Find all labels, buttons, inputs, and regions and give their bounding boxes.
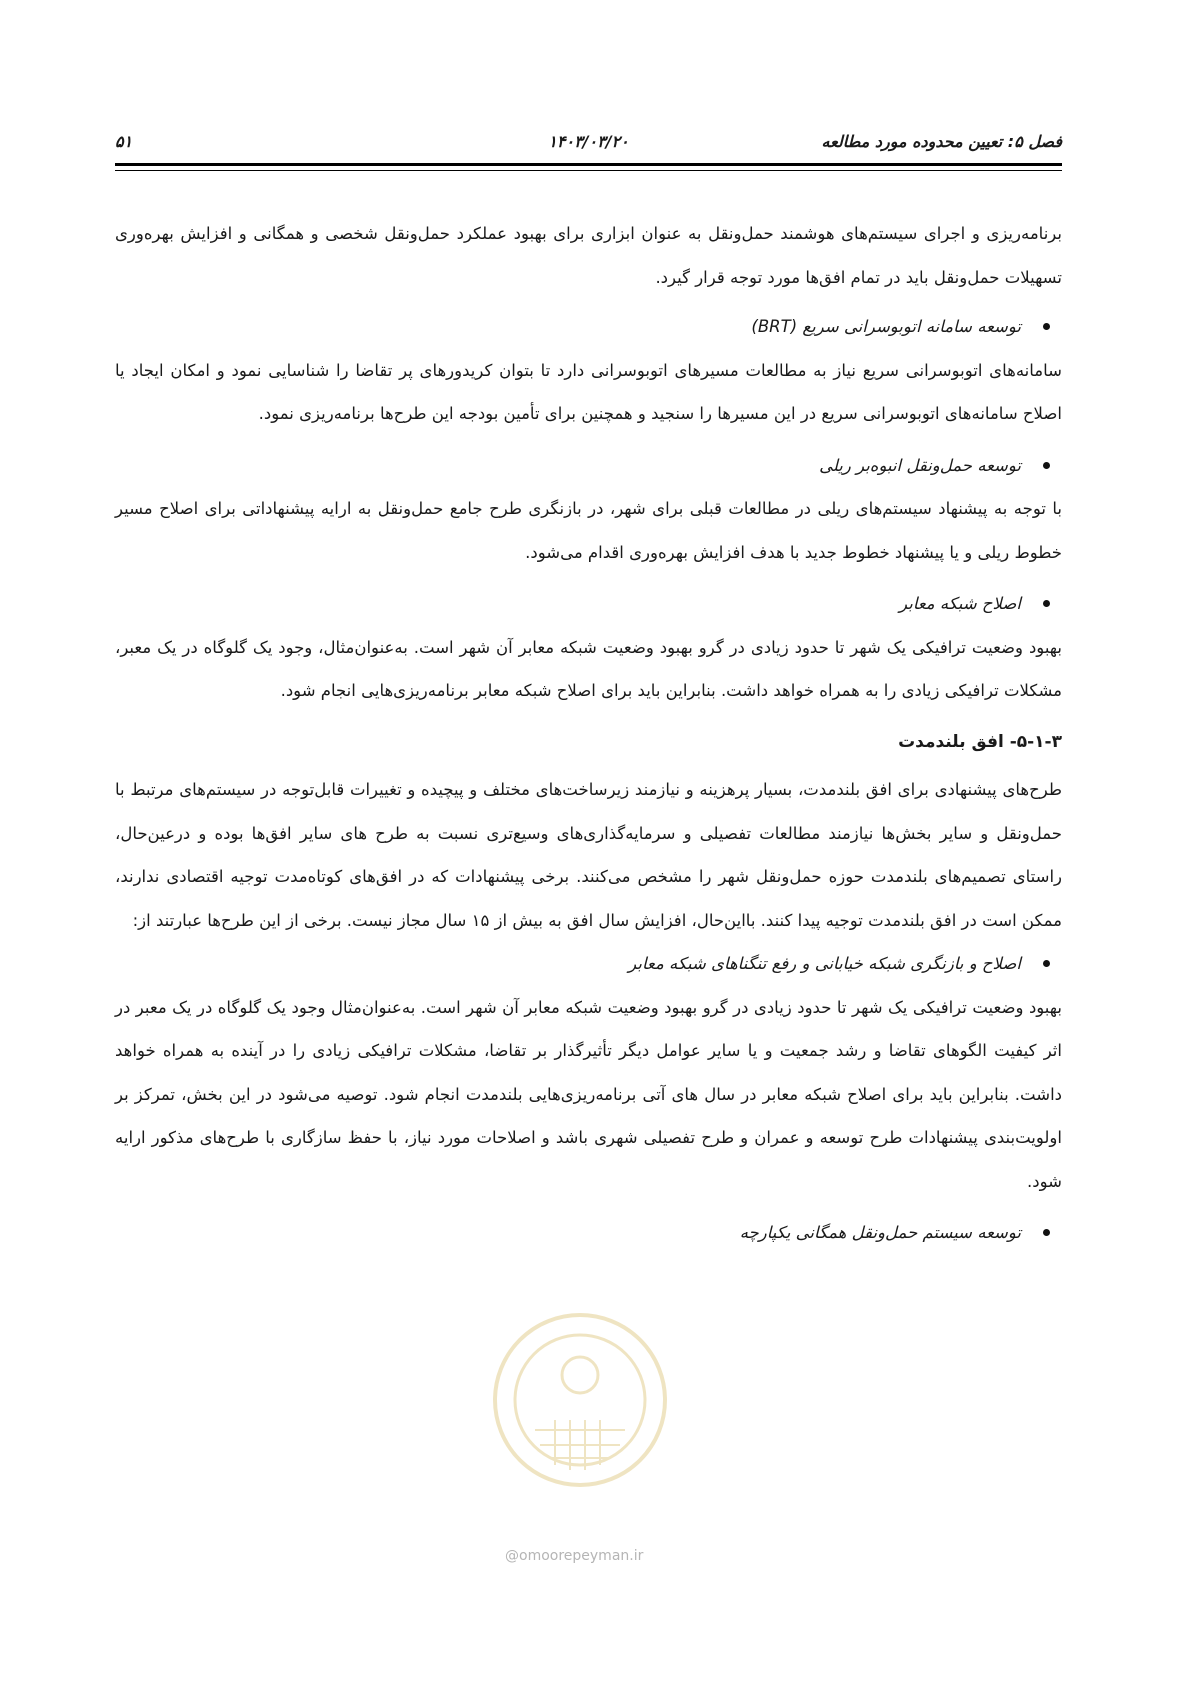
bullet-dot-icon — [1043, 1229, 1050, 1236]
bullet-item-network — [115, 582, 1062, 626]
page-header — [115, 128, 1062, 156]
bullet-dot-icon — [1043, 323, 1050, 330]
bullet-item-reform — [115, 942, 1062, 986]
bullet-title: اصلاح و بازنگری شبکه خیابانی و رفع تنگناهای شبکه معابر — [628, 954, 1021, 973]
page-number: ۵۱ — [115, 132, 133, 151]
intro-paragraph: برنامه‌ریزی و اجرای سیستم‌های هوشمند حمل‌ونقل به عنوان ابزاری برای بهبود عملکرد حمل‌ونقل شخصی و همگانی و افزایش بهره‌وری تسهیلات حمل‌ونقل باید در تمام افق‌ها مورد توجه قرار گیرد. — [115, 224, 1062, 287]
bullet-dot-icon — [1043, 462, 1050, 469]
bullet-item-brt — [115, 305, 1062, 349]
bullet-title: توسعه حمل‌ونقل انبوه‌بر ریلی — [819, 455, 1021, 475]
paragraph-reform: بهبود وضعیت ترافیکی یک شهر تا حدود زیادی در گرو بهبود وضعیت شبکه معابر آن شهر است. به‌عنوان‌مثال وجود یک گلوگاه در یک معبر در اثر کیفیت الگوهای تقاضا و رشد جمعیت و یا سایر عوامل دیگر تأثیرگذار بر تقاضا، مشکلات ترافیکی زیادی را در آینده به همراه خواهد داشت. بنابراین باید برای اصلاح شبکه معابر در سال های آتی برنامه‌ریزی‌هایی بلندمدت انجام شود. توصیه می‌شود در این بخش، تمرکز بر اولویت‌بندی پیشنهادات طرح توسعه و عمران و طرح تفصیلی شهری باشد و اصلاحات مورد نیاز، با حفظ سازگاری با طرح‌های مذکور ارایه شود. — [115, 997, 1062, 1191]
paragraph-rail: با توجه به پیشنهاد سیستم‌های ریلی در مطالعات قبلی برای شهر، در بازنگری طرح جامع حمل‌ونقل به ارایه پیشنهاداتی برای اصلاح مسیر خطوط ریلی و یا پیشنهاد خطوط جدید با هدف افزایش بهره‌وری اقدام می‌شود. — [115, 499, 1062, 562]
section-heading: ۵-۱-۳- افق بلندمدت — [898, 731, 1062, 752]
paragraph-network: بهبود وضعیت ترافیکی یک شهر تا حدود زیادی در گرو بهبود وضعیت شبکه معابر آن شهر است. به‌عنوان‌مثال، وجود یک گلوگاه در یک معبر، مشکلات ترافیکی زیادی را به همراه خواهد داشت. بنابراین باید برای اصلاح شبکه معابر برنامه‌ریزی‌هایی انجام شود. — [115, 637, 1062, 700]
chapter-title: فصل ۵: تعیین محدوده مورد مطالعه — [821, 132, 1062, 151]
bullet-title: اصلاح شبکه معابر — [899, 594, 1021, 613]
bullet-item-public-transport — [115, 1211, 1062, 1255]
watermark-text: @omoorepeyman.ir — [505, 1548, 644, 1564]
bullet-title: توسعه سیستم حمل‌ونقل همگانی یکپارچه — [739, 1223, 1021, 1242]
paragraph-brt: سامانه‌های اتوبوسرانی سریع نیاز به مطالعات مسیرهای اتوبوسرانی دارد تا بتوان کریدورهای پر تقاضا را شناسایی نمود و امکان ایجاد یا اصلاح سامانه‌های اتوبوسرانی سریع در این مسیرها را سنجید و همچنین برای تأمین بودجه این طرح‌ها برنامه‌ریزی نمود. — [115, 360, 1062, 423]
paragraph-longterm: طرح‌های پیشنهادی برای افق بلندمدت، بسیار پرهزینه و نیازمند زیرساخت‌های مختلف و پیچیده و تغییرات قابل‌توجه در سیستم‌های مرتبط با حمل‌ونقل و سایر بخش‌ها نیازمند مطالعات تفصیلی و سرمایه‌گذاری‌های وسیع‌تری نسبت به طرح های سایر افق‌ها بوده و درعین‌حال، راستای تصمیم‌های بلندمدت حوزه حمل‌ونقل شهر را مشخص می‌کنند. برخی پیشنهادات که در افق‌های کوتاه‌مدت توجیه اقتصادی ندارند، ممکن است در افق بلندمدت توجیه پیدا کنند. بااین‌حال، افزایش سال افق به بیش از ۱۵ سال مجاز نیست. برخی از این طرح‌ها عبارتند از: — [115, 780, 1062, 930]
header-rule-thick — [115, 163, 1062, 166]
document-body — [115, 212, 1062, 1255]
header-date: ۱۴۰۳/۰۳/۲۰ — [548, 132, 629, 151]
bullet-title: توسعه سامانه اتوبوسرانی سریع (BRT) — [751, 317, 1021, 336]
bullet-item-rail — [115, 444, 1062, 488]
watermark-logo-icon — [480, 1280, 680, 1530]
bullet-dot-icon — [1043, 960, 1050, 967]
header-rule-thin — [115, 170, 1062, 171]
bullet-dot-icon — [1043, 600, 1050, 607]
